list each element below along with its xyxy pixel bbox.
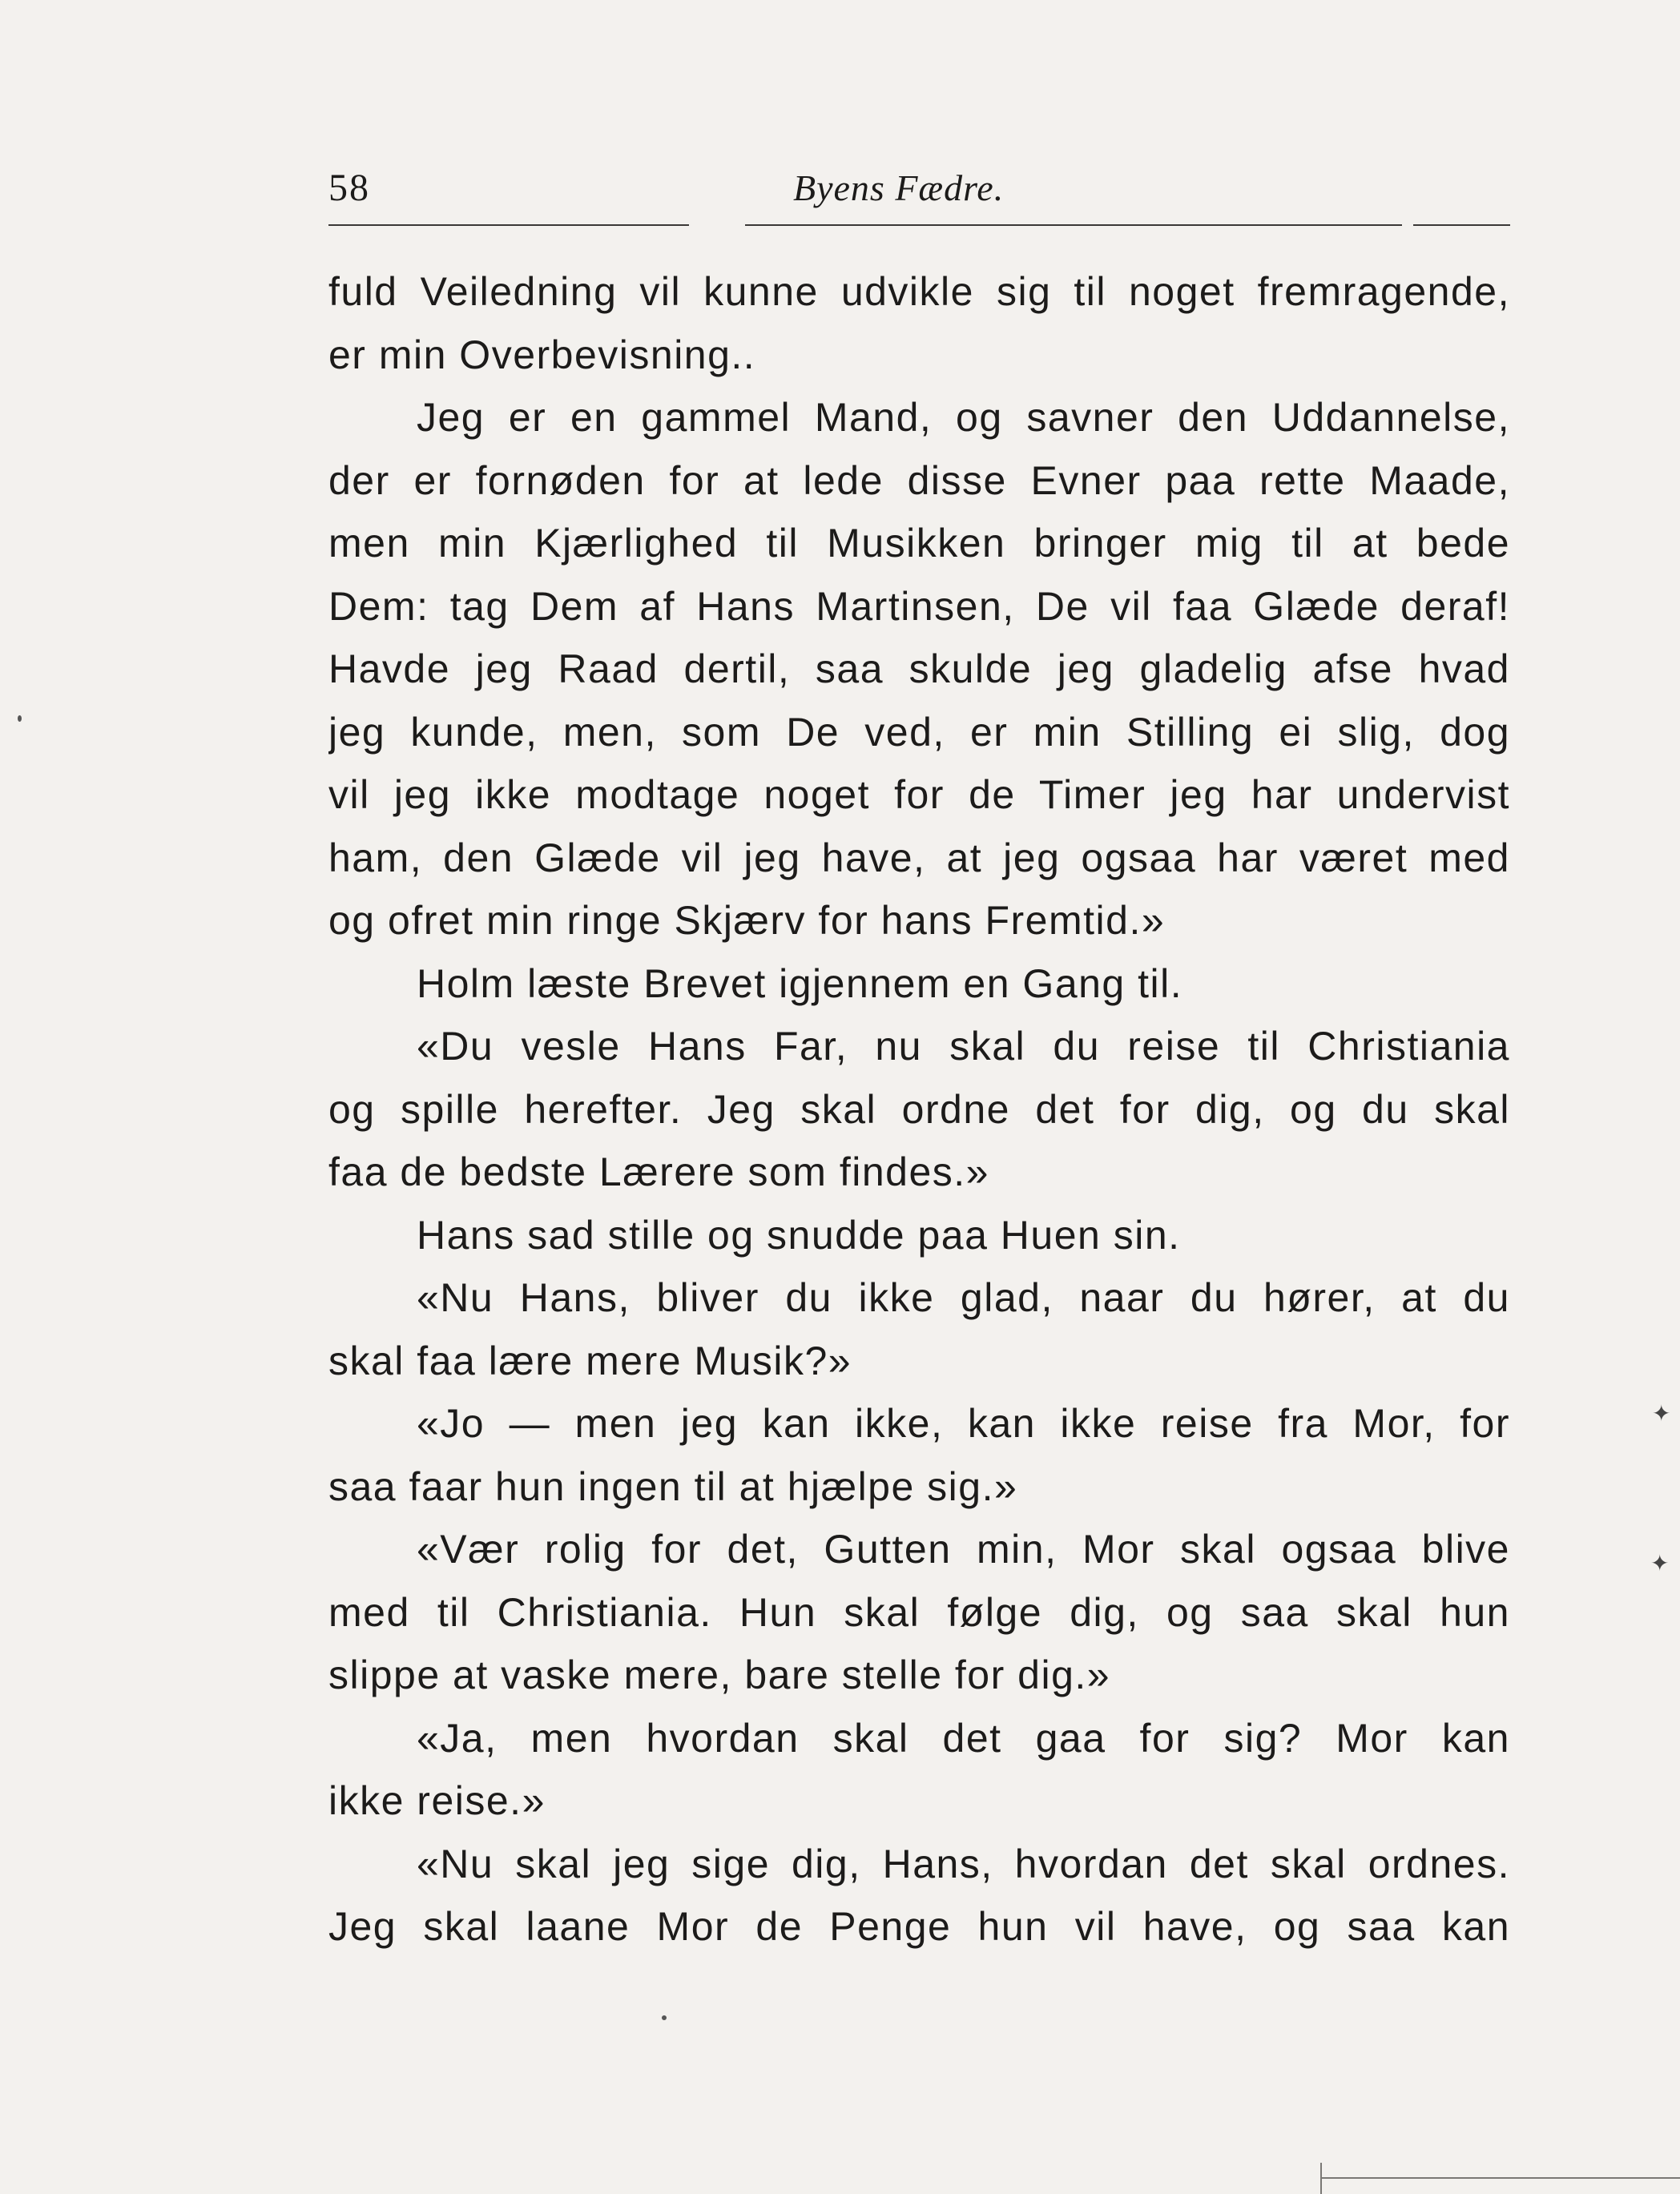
text-line: skal faa lære mere Musik?» — [328, 1338, 852, 1383]
text-line: slippe at vaske mere, bare stelle for dig.» — [328, 1653, 1111, 1697]
header-rule-gap — [1402, 221, 1413, 227]
page-header — [328, 160, 1510, 224]
text-line: men min Kjærlighed til Musikken bringer mig til at bede — [328, 521, 1510, 566]
text-line: Holm læste Brevet igjennem en Gang til. — [417, 960, 1183, 1006]
text-line: «Vær rolig for det, Gutten min, Mor skal ogsaa blive — [417, 1527, 1510, 1572]
ink-speck — [662, 2015, 667, 2020]
text-line: er min Overbevisning.. — [328, 332, 756, 377]
text-line: Havde jeg Raad dertil, saa skulde jeg gladelig afse hvad — [328, 646, 1510, 691]
text-line: Jeg skal laane Mor de Penge hun vil have, og saa kan — [328, 1904, 1510, 1949]
text-line: der er fornøden for at lede disse Evner paa rette Maade, — [328, 457, 1510, 503]
margin-mark: ✦ — [1652, 1401, 1671, 1426]
text-line: med til Christiania. Hun skal følge dig, og saa skal hun — [328, 1589, 1510, 1635]
corner-rule — [1322, 2177, 1680, 2179]
text-line: «Du vesle Hans Far, nu skal du reise til Christiania — [417, 1024, 1510, 1069]
ink-speck — [18, 715, 22, 722]
margin-mark: ✦ — [1650, 1551, 1670, 1576]
header-rule — [328, 224, 1510, 226]
text-line: «Jo — men jeg kan ikke, kan ikke reise fra Mor, for — [417, 1401, 1510, 1446]
text-line: ham, den Glæde vil jeg have, at jeg ogsaa har været med — [328, 835, 1510, 880]
text-line: «Nu Hans, bliver du ikke glad, naar du hører, at du — [417, 1275, 1510, 1320]
text-line: og spille herefter. Jeg skal ordne det for dig, og du skal — [328, 1086, 1510, 1132]
page-number: 58 — [328, 167, 370, 209]
running-title: Byens Fædre. — [793, 167, 1005, 208]
text-line: Dem: tag Dem af Hans Martinsen, De vil faa Glæde deraf! — [328, 583, 1510, 629]
text-line: faa de bedste Lærere som findes.» — [328, 1149, 989, 1194]
corner-rule — [1320, 2163, 1322, 2194]
text-line: og ofret min ringe Skjærv for hans Fremtid.» — [328, 898, 1166, 943]
text-line: vil jeg ikke modtage noget for de Timer jeg har undervist — [328, 772, 1510, 817]
text-line: jeg kunde, men, som De ved, er min Stilling ei slig, dog — [328, 709, 1510, 755]
text-line: «Nu skal jeg sige dig, Hans, hvordan det skal ordnes. — [417, 1841, 1510, 1886]
text-line: saa faar hun ingen til at hjælpe sig.» — [328, 1463, 1018, 1509]
text-line: Hans sad stille og snudde paa Huen sin. — [417, 1212, 1181, 1258]
text-line: ikke reise.» — [328, 1778, 546, 1823]
header-rule-gap — [689, 221, 745, 227]
text-line: fuld Veiledning vil kunne udvikle sig til noget fremragende, — [328, 269, 1510, 314]
body-text — [328, 260, 1510, 1958]
text-line: «Ja, men hvordan skal det gaa for sig? Mor kan — [417, 1715, 1510, 1761]
text-line: Jeg er en gammel Mand, og savner den Uddannelse, — [417, 395, 1510, 440]
